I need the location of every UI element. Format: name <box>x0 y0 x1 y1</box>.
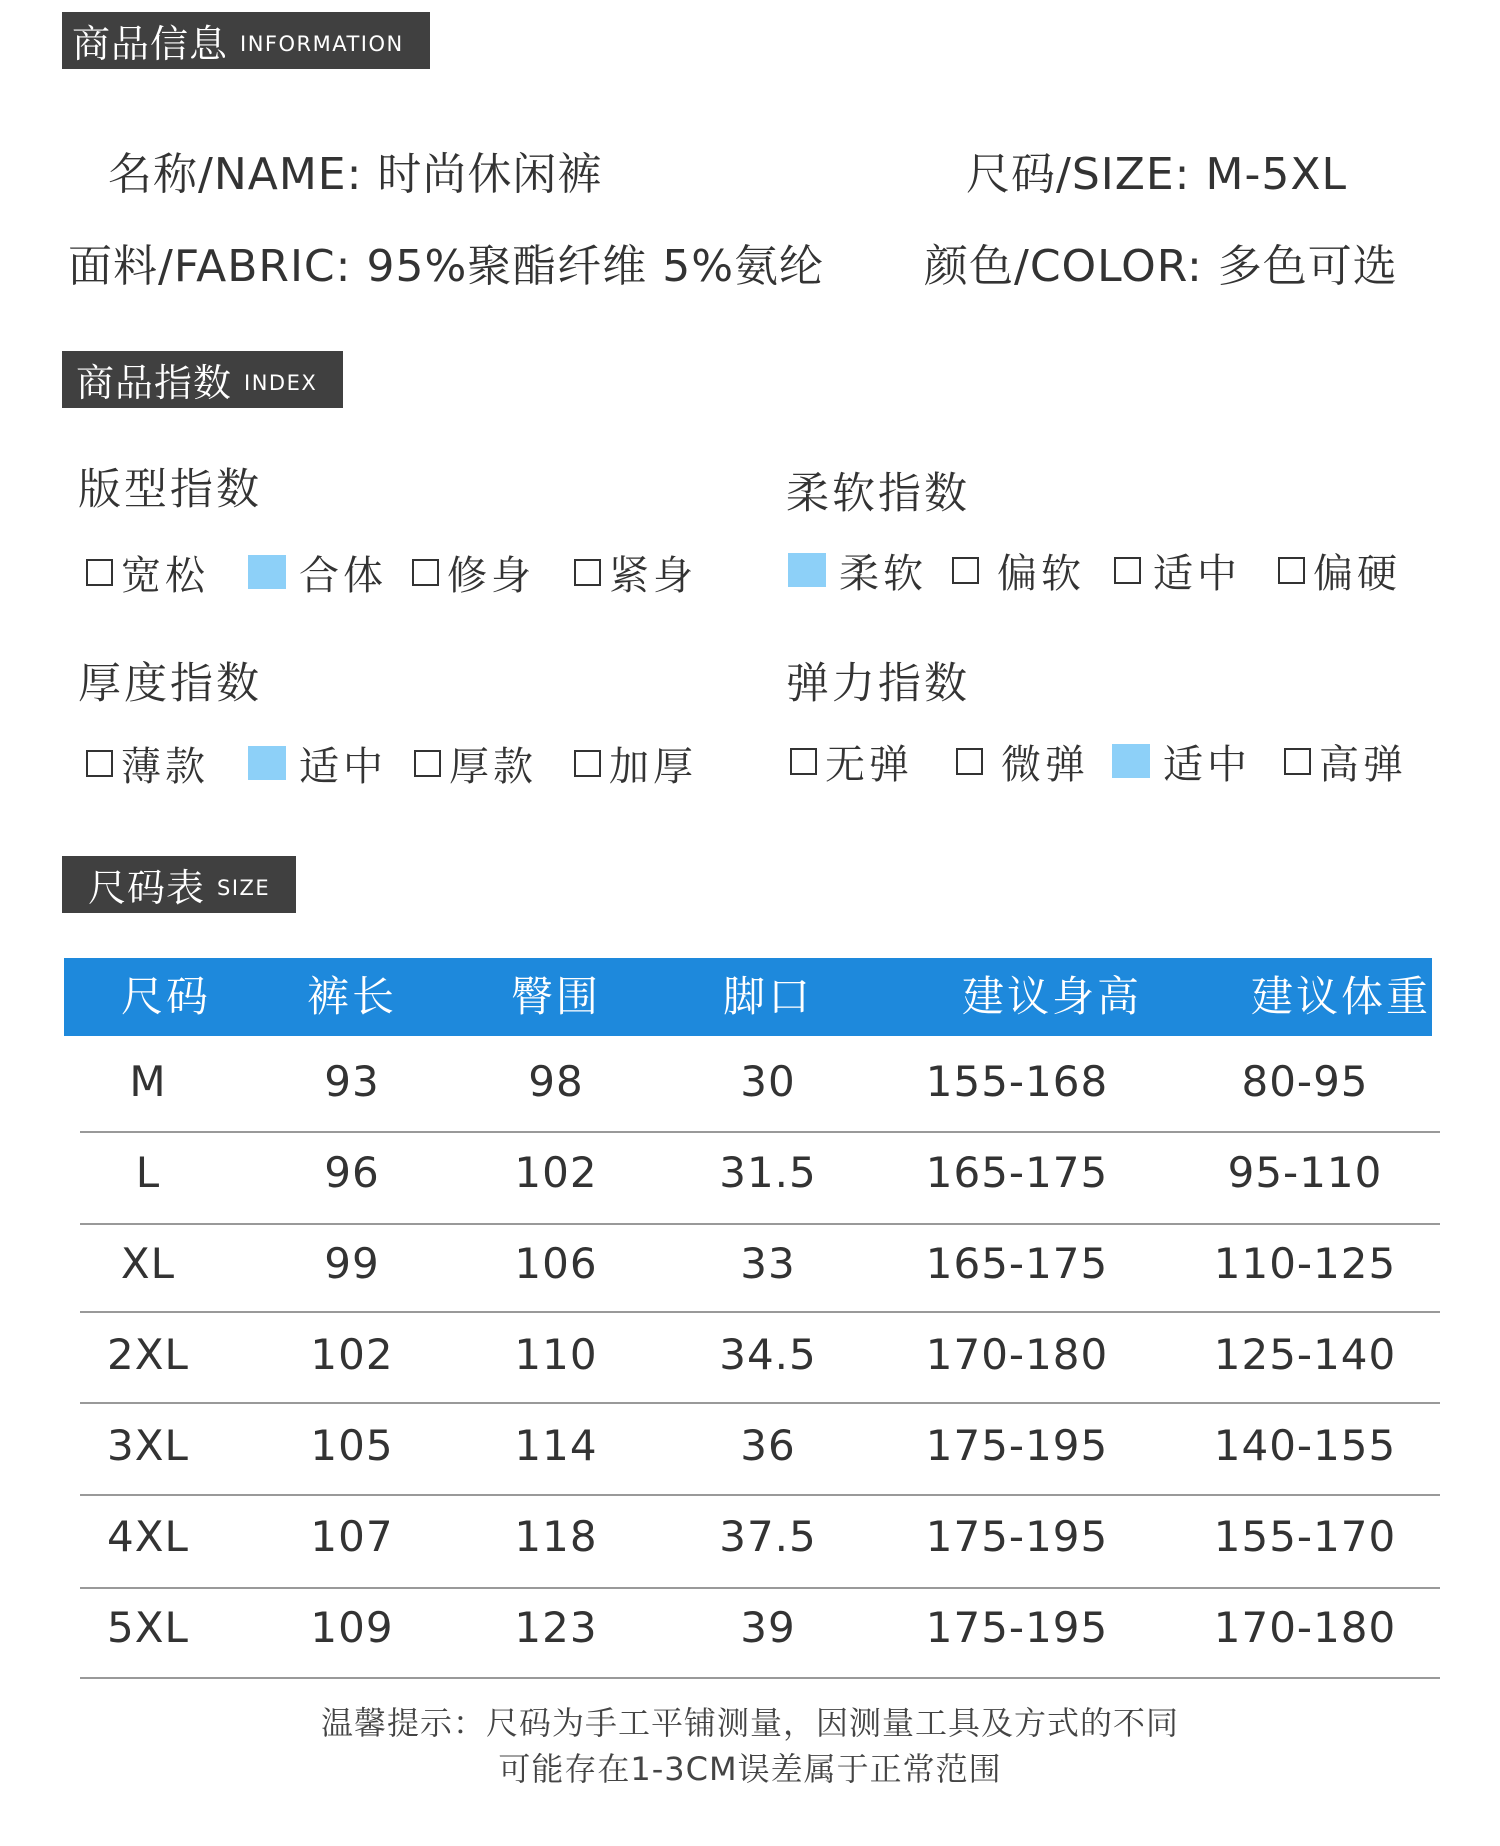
cell-length: 105 <box>310 1421 394 1470</box>
option-elasticity-1[interactable] <box>956 736 1089 786</box>
option-softness-3[interactable] <box>1278 545 1401 595</box>
info-color: 颜色/COLOR: 多色可选 <box>924 241 1398 292</box>
measurement-note-line2: 可能存在1-3CM误差属于正常范围 <box>498 1750 1002 1788</box>
cell-hip: 98 <box>528 1057 584 1106</box>
checkbox[interactable] <box>86 559 113 586</box>
option-label: 加厚 <box>609 743 697 790</box>
checkbox[interactable] <box>1284 748 1311 775</box>
section-title-en: INDEX <box>244 370 318 395</box>
cell-leg-opening: 30 <box>740 1057 796 1106</box>
option-fit-3[interactable] <box>574 547 697 597</box>
cell-leg-opening: 36 <box>740 1421 796 1470</box>
option-elasticity-3[interactable] <box>1284 736 1407 786</box>
option-label: 偏硬 <box>1313 550 1401 597</box>
cell-hip: 102 <box>514 1148 598 1197</box>
info-size: 尺码/SIZE: M-5XL <box>966 149 1347 200</box>
cell-hip: 106 <box>514 1239 598 1288</box>
cell-length: 107 <box>310 1512 394 1561</box>
size-table-header <box>64 958 1432 1036</box>
cell-height: 175-195 <box>925 1512 1109 1561</box>
option-label: 偏软 <box>997 550 1085 597</box>
header-height: 建议身高 <box>961 972 1142 1021</box>
option-thickness-3[interactable] <box>574 738 697 788</box>
cell-height: 155-168 <box>925 1057 1109 1106</box>
checkbox-checked[interactable] <box>248 555 286 589</box>
option-label: 合体 <box>299 552 387 599</box>
option-softness-1[interactable] <box>952 545 1085 595</box>
option-label: 宽松 <box>121 552 209 599</box>
option-label: 紧身 <box>609 552 697 599</box>
row-divider <box>80 1677 1440 1679</box>
checkbox[interactable] <box>86 750 113 777</box>
index-title-thickness: 厚度指数 <box>78 659 262 709</box>
option-label: 微弹 <box>1001 741 1089 788</box>
cell-weight: 140-155 <box>1213 1421 1397 1470</box>
cell-size: L <box>135 1148 161 1197</box>
checkbox-checked[interactable] <box>1112 744 1150 778</box>
checkbox[interactable] <box>1278 557 1305 584</box>
checkbox[interactable] <box>574 559 601 586</box>
header-weight: 建议体重 <box>1250 972 1431 1021</box>
cell-leg-opening: 33 <box>740 1239 796 1288</box>
option-label: 无弹 <box>825 741 913 788</box>
table-row <box>0 1127 1500 1218</box>
cell-weight: 80-95 <box>1241 1057 1369 1106</box>
table-row <box>0 1218 1500 1309</box>
index-title-elasticity: 弹力指数 <box>786 659 970 709</box>
section-title-zh: 商品指数 <box>76 361 233 405</box>
option-label: 高弹 <box>1319 741 1407 788</box>
header-leg-opening: 脚口 <box>722 972 813 1021</box>
cell-height: 175-195 <box>925 1603 1109 1652</box>
option-fit-1[interactable] <box>248 547 387 597</box>
cell-hip: 118 <box>514 1512 598 1561</box>
index-options-softness <box>788 545 1428 595</box>
option-label: 适中 <box>1153 550 1241 597</box>
option-softness-2[interactable] <box>1114 545 1241 595</box>
option-label: 厚款 <box>449 743 537 790</box>
option-softness-0[interactable] <box>788 545 927 595</box>
table-row <box>0 1400 1500 1491</box>
cell-length: 109 <box>310 1603 394 1652</box>
option-elasticity-2[interactable] <box>1112 736 1251 786</box>
cell-leg-opening: 31.5 <box>719 1148 817 1197</box>
option-fit-0[interactable] <box>86 547 209 597</box>
cell-weight: 155-170 <box>1213 1512 1397 1561</box>
option-label: 修身 <box>447 552 535 599</box>
table-row <box>0 1582 1500 1673</box>
cell-height: 165-175 <box>925 1148 1109 1197</box>
cell-size: 4XL <box>107 1512 189 1561</box>
header-size: 尺码 <box>120 972 211 1021</box>
checkbox-checked[interactable] <box>788 553 826 587</box>
cell-weight: 95-110 <box>1227 1148 1383 1197</box>
measurement-note-line1: 温馨提示：尺码为手工平铺测量，因测量工具及方式的不同 <box>320 1704 1179 1742</box>
index-title-softness: 柔软指数 <box>786 469 970 519</box>
cell-length: 99 <box>324 1239 380 1288</box>
option-thickness-2[interactable] <box>414 738 537 788</box>
cell-height: 165-175 <box>925 1239 1109 1288</box>
info-fabric: 面料/FABRIC: 95%聚酯纤维 5%氨纶 <box>68 241 825 292</box>
option-fit-2[interactable] <box>412 547 535 597</box>
section-title-en: SIZE <box>217 875 271 900</box>
cell-size: 2XL <box>107 1330 189 1379</box>
cell-weight: 125-140 <box>1213 1330 1397 1379</box>
section-title-zh: 商品信息 <box>72 22 229 66</box>
cell-leg-opening: 34.5 <box>719 1330 817 1379</box>
option-label: 适中 <box>299 743 387 790</box>
header-length: 裤长 <box>306 972 397 1021</box>
section-title-en: INFORMATION <box>240 31 404 56</box>
cell-size: M <box>129 1057 167 1106</box>
cell-hip: 114 <box>514 1421 598 1470</box>
checkbox[interactable] <box>574 750 601 777</box>
table-row <box>0 1491 1500 1582</box>
checkbox[interactable] <box>412 559 439 586</box>
option-label: 适中 <box>1163 741 1251 788</box>
cell-leg-opening: 37.5 <box>719 1512 817 1561</box>
cell-length: 96 <box>324 1148 380 1197</box>
cell-size: XL <box>120 1239 176 1288</box>
cell-leg-opening: 39 <box>740 1603 796 1652</box>
table-row <box>0 1309 1500 1400</box>
cell-length: 93 <box>324 1057 380 1106</box>
section-label-size <box>62 856 296 913</box>
header-hip: 臀围 <box>510 972 601 1021</box>
cell-hip: 110 <box>514 1330 598 1379</box>
index-options-elasticity <box>790 736 1430 786</box>
section-label-information <box>62 12 430 69</box>
table-row <box>0 1036 1500 1127</box>
checkbox[interactable] <box>790 748 817 775</box>
cell-length: 102 <box>310 1330 394 1379</box>
cell-size: 3XL <box>107 1421 189 1470</box>
option-thickness-1[interactable] <box>248 738 387 788</box>
index-title-fit: 版型指数 <box>78 465 262 515</box>
cell-hip: 123 <box>514 1603 598 1652</box>
checkbox[interactable] <box>952 557 979 584</box>
cell-weight: 170-180 <box>1213 1603 1397 1652</box>
checkbox[interactable] <box>414 750 441 777</box>
option-elasticity-0[interactable] <box>790 736 913 786</box>
cell-height: 170-180 <box>925 1330 1109 1379</box>
index-options-fit <box>86 547 726 597</box>
section-title-zh: 尺码表 <box>88 866 206 910</box>
info-name: 名称/NAME: 时尚休闲裤 <box>108 149 603 200</box>
cell-height: 175-195 <box>925 1421 1109 1470</box>
checkbox[interactable] <box>956 748 983 775</box>
cell-weight: 110-125 <box>1213 1239 1397 1288</box>
cell-size: 5XL <box>107 1603 189 1652</box>
checkbox-checked[interactable] <box>248 746 286 780</box>
section-label-index <box>62 351 343 408</box>
checkbox[interactable] <box>1114 557 1141 584</box>
index-options-thickness <box>86 738 726 788</box>
option-label: 柔软 <box>839 550 927 597</box>
option-label: 薄款 <box>121 743 209 790</box>
option-thickness-0[interactable] <box>86 738 209 788</box>
